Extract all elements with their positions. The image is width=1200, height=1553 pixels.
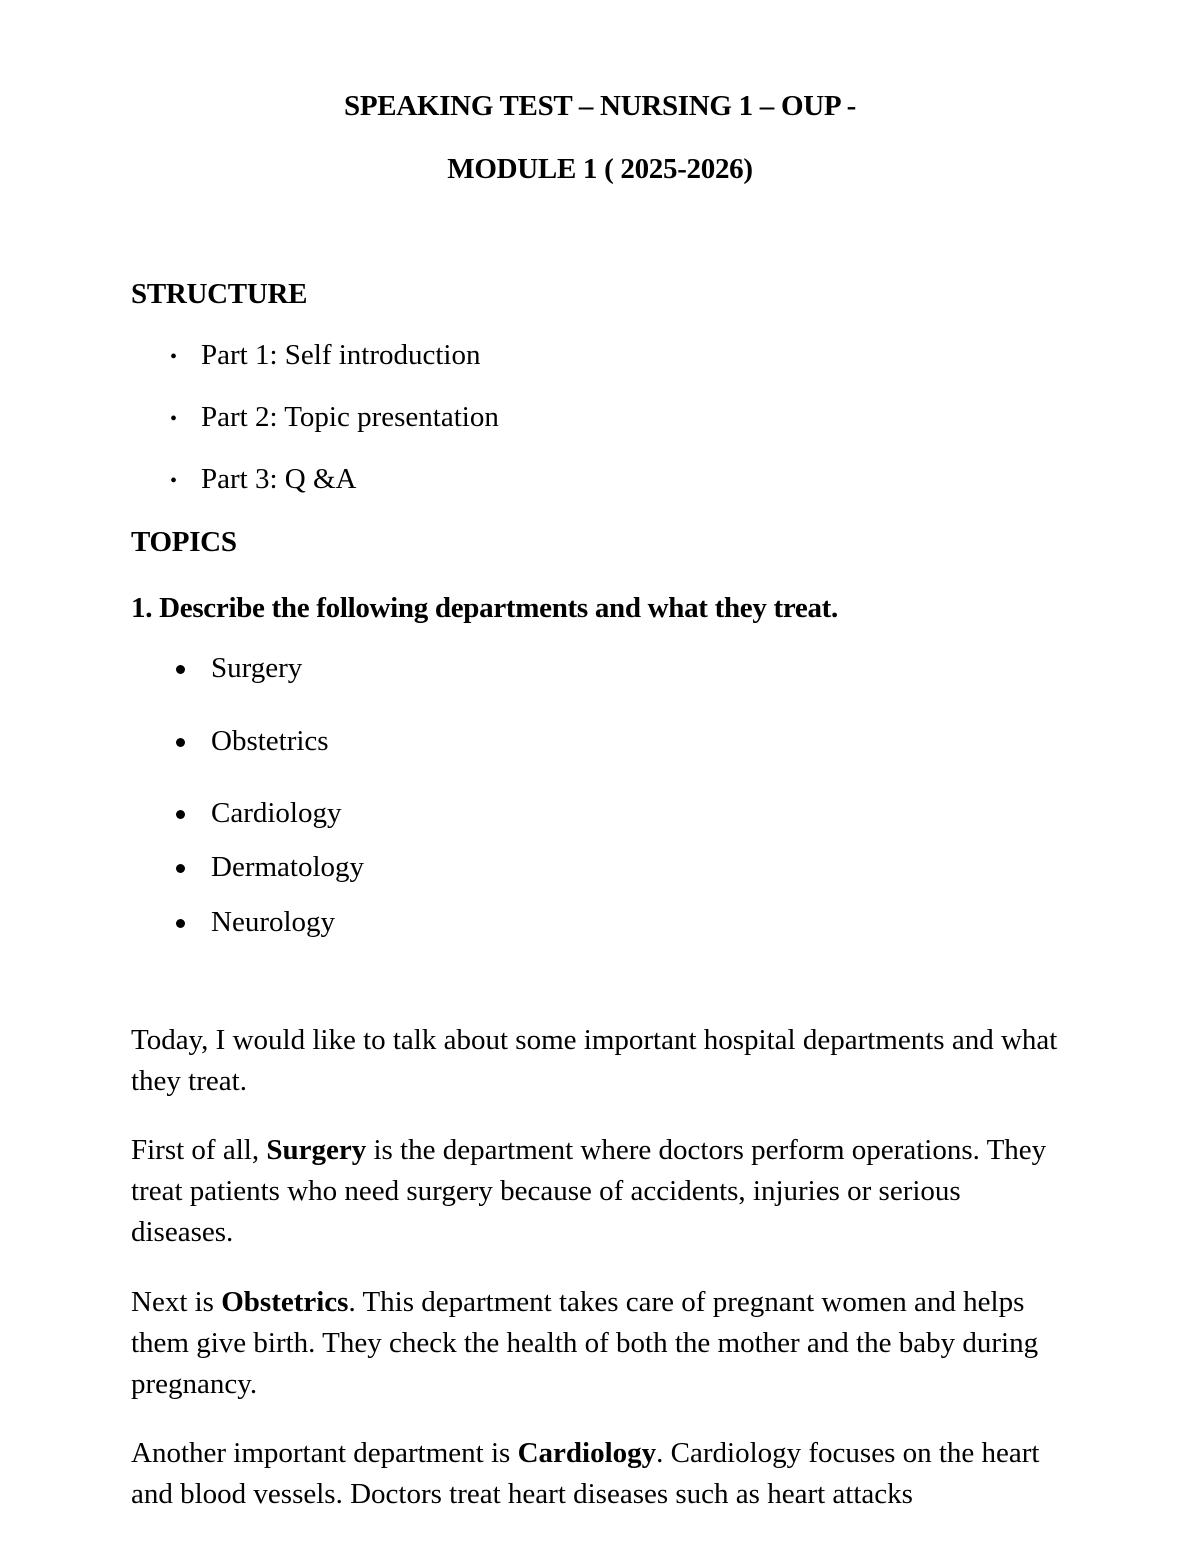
department-item: Neurology [211, 906, 336, 938]
obstetrics-paragraph [131, 1282, 1061, 1405]
department-bullet [176, 864, 185, 873]
obstetrics-paragraph-lead: Next is [131, 1286, 222, 1318]
obstetrics-paragraph-rest: . This department takes care of pregnant women and helps them give birth. They check the health of both the mother and the baby during pregnancy. [131, 1286, 1039, 1400]
structure-bullet: • [170, 346, 178, 368]
structure-heading: STRUCTURE [131, 278, 308, 310]
title-line-1: SPEAKING TEST – NURSING 1 – OUP - [344, 90, 856, 122]
surgery-paragraph [131, 1130, 1061, 1253]
structure-item: Part 1: Self introduction [201, 339, 481, 371]
department-item: Cardiology [211, 797, 342, 829]
obstetrics-term: Obstetrics [221, 1286, 349, 1318]
structure-item: Part 2: Topic presentation [201, 401, 499, 433]
department-item: Dermatology [211, 851, 365, 883]
department-item: Obstetrics [211, 725, 329, 757]
topic-question: 1. Describe the following departments and what they treat. [131, 592, 838, 624]
cardiology-term: Cardiology [517, 1437, 657, 1469]
topics-heading: TOPICS [131, 526, 237, 558]
cardiology-paragraph [131, 1433, 1061, 1515]
department-bullet [176, 810, 185, 819]
cardiology-paragraph-lead: Another important department is [131, 1437, 518, 1469]
title-line-2: MODULE 1 ( 2025-2026) [447, 153, 753, 185]
cardiology-paragraph-rest: . Cardiology focuses on the heart and blood vessels. Doctors treat heart diseases such as heart attacks [131, 1437, 1040, 1510]
structure-bullet: • [170, 470, 178, 492]
structure-bullet: • [170, 408, 178, 430]
surgery-term: Surgery [266, 1134, 367, 1166]
surgery-paragraph-rest: is the department where doctors perform operations. They treat patients who need surgery because of accidents, injuries or serious diseases. [131, 1134, 1047, 1248]
surgery-paragraph-lead: First of all, [131, 1134, 267, 1166]
department-item: Surgery [211, 652, 303, 684]
intro-paragraph: Today, I would like to talk about some important hospital departments and what they treat. [131, 1024, 1058, 1097]
department-bullet [176, 738, 185, 747]
structure-item: Part 3: Q &A [201, 463, 357, 495]
department-bullet [176, 665, 185, 674]
department-bullet [176, 919, 185, 928]
